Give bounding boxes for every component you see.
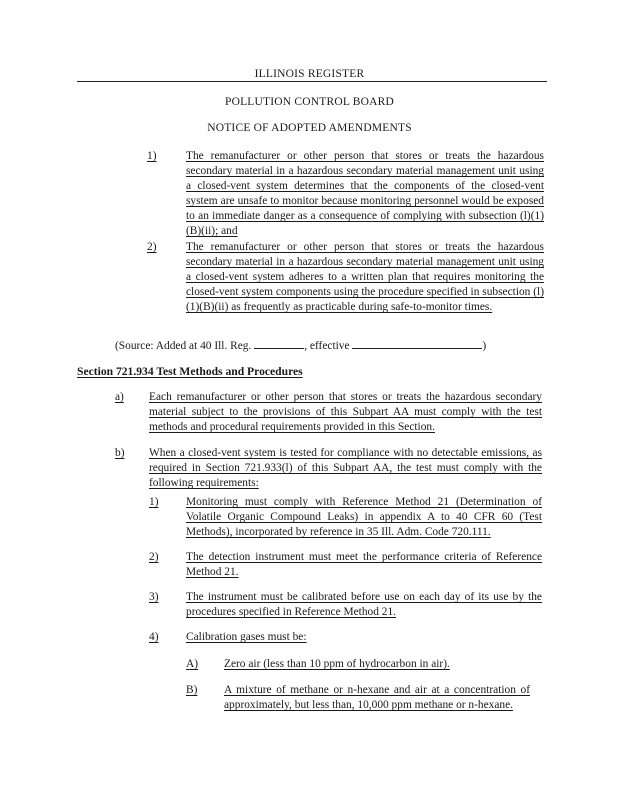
register-title: ILLINOIS REGISTER — [254, 68, 365, 80]
subsection-b-text: When a closed-vent system is tested for compliance with no detectable emissions, as required in Section 721.933(l) of this Subpart AA, the test must comply with the following requirements: — [149, 447, 542, 489]
source-middle: , effective — [304, 340, 350, 352]
requirement-4-number: 4) — [149, 631, 159, 643]
requirement-1-number: 1) — [149, 496, 159, 508]
source-prefix: (Source: Added at 40 Ill. Reg. — [115, 340, 252, 352]
header-rule — [77, 81, 547, 82]
requirement-1-text: Monitoring must comply with Reference Method 21 (Determination of Volatile Organic Compound Leaks) in appendix A to 40 CFR 60 (Test Methods), incorporated by reference in 35 Ill. Adm. Code 720.111. — [186, 496, 542, 538]
gas-a-text: Zero air (less than 10 ppm of hydrocarbon in air). — [224, 658, 450, 670]
board-title: POLLUTION CONTROL BOARD — [224, 96, 394, 108]
gas-b-number: B) — [186, 684, 198, 696]
gas-a-number: A) — [186, 658, 199, 670]
source-suffix: ) — [482, 340, 487, 352]
item-1-text: The remanufacturer or other person that stores or treats the hazardous secondary material in a hazardous secondary material management unit using a closed-vent system determines that the components of the closed-vent system are unsafe to monitor because monitoring personnel would be exposed to an immediate danger as a consequence of complying with subsection (l)(1)(B)(ii); and — [186, 150, 544, 237]
item-2-number: 2) — [147, 241, 157, 253]
item-1-number: 1) — [147, 150, 157, 162]
section-heading: Section 721.934 Test Methods and Procedures — [77, 365, 303, 378]
gas-b-text: A mixture of methane or n-hexane and air at a concentration of approximately, but less than, 10,000 ppm methane or n-hexane. — [224, 684, 530, 711]
requirement-2-text: The detection instrument must meet the performance criteria of Reference Method 21. — [186, 551, 542, 578]
requirement-3-number: 3) — [149, 591, 159, 603]
subsection-b-number: b) — [115, 447, 125, 459]
notice-title: NOTICE OF ADOPTED AMENDMENTS — [207, 122, 412, 134]
register-page-blank — [254, 338, 304, 349]
source-note — [115, 338, 486, 354]
requirement-2-number: 2) — [149, 551, 159, 563]
item-2-text: The remanufacturer or other person that stores or treats the hazardous secondary material in a hazardous secondary material management unit using a closed-vent system adheres to a written plan that requires monitoring the closed-vent system components using the procedure specified in subsection (l)(1)(B)(ii) as frequently as practicable during safe-to-monitor times. — [186, 241, 544, 313]
subsection-a-number: a) — [115, 391, 124, 403]
subsection-a-text: Each remanufacturer or other person that stores or treats the hazardous secondary material subject to the provisions of this Subpart AA must comply with the test methods and procedural requirements provided in this Section. — [149, 391, 542, 433]
effective-date-blank — [352, 338, 482, 349]
requirement-4-text: Calibration gases must be: — [186, 631, 307, 643]
requirement-3-text: The instrument must be calibrated before use on each day of its use by the procedures specified in Reference Method 21. — [186, 591, 542, 618]
